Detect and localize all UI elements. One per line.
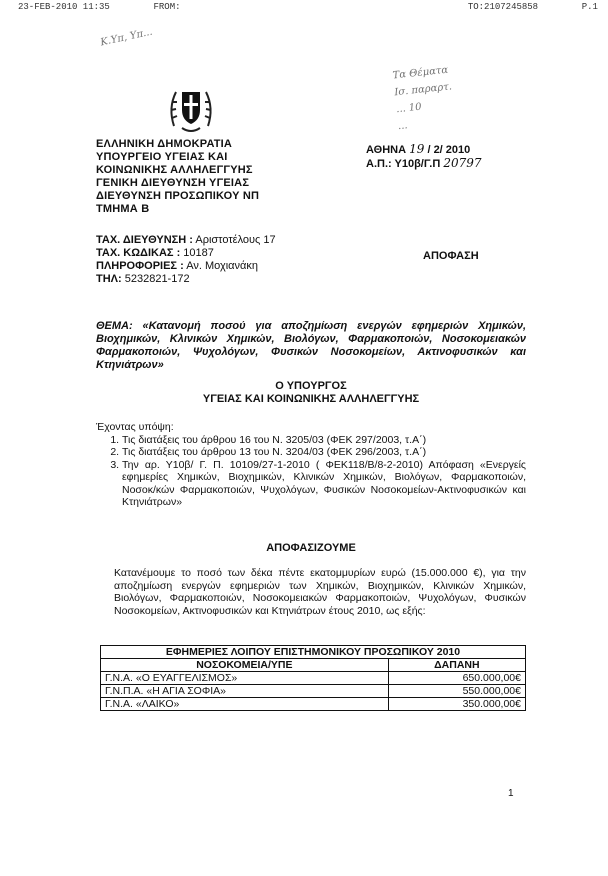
amount-cell: 650.000,00€ — [388, 672, 525, 685]
issuer-line: ΚΟΙΝΩΝΙΚΗΣ ΑΛΛΗΛΕΓΓΥΗΣ — [96, 164, 253, 176]
info-label: ΠΛΗΡΟΦΟΡΙΕΣ : — [96, 260, 184, 272]
issuer-block — [96, 138, 259, 216]
handwritten-protocol-number: 20797 — [443, 156, 482, 170]
date-line — [366, 143, 482, 157]
contact-block — [96, 234, 276, 286]
handwritten-line: ... 10 — [395, 101, 423, 116]
fax-date-time: 23-FEB-2010 11:35 — [18, 2, 110, 12]
allocation-table — [100, 645, 526, 711]
decide-heading: ΑΠΟΦΑΣΙΖΟΥΜΕ — [266, 542, 356, 554]
considering-intro: Έχοντας υπόψη: — [96, 421, 174, 433]
handwritten-date-day: 19 — [409, 142, 425, 156]
column-header-hospital: ΝΟΣΟΚΟΜΕΙΑ/ΥΠΕ — [101, 659, 389, 672]
fax-header — [18, 2, 598, 12]
considering-item: 2. Τις διατάξεις του άρθρου 13 του Ν. 3204/03 (ΦΕΚ 296/2003, τ.Α΄) — [122, 446, 526, 459]
minister-line: ΥΓΕΙΑΣ ΚΑΙ ΚΟΙΝΩΝΙΚΗΣ ΑΛΛΗΛΕΓΓΥΗΣ — [202, 393, 420, 405]
considering-section — [96, 421, 526, 509]
column-header-expense: ΔΑΠΑΝΗ — [388, 659, 525, 672]
address-value: Αριστοτέλους 17 — [195, 234, 276, 246]
table-header-row — [101, 659, 526, 672]
hospital-cell: Γ.Ν.Π.Α. «Η ΑΓΙΑ ΣΟΦΙΑ» — [101, 685, 389, 698]
coat-of-arms-icon — [164, 82, 218, 136]
table-title: ΕΦΗΜΕΡΙΕΣ ΛΟΙΠΟΥ ΕΠΙΣΤΗΜΟΝΙΚΟΥ ΠΡΟΣΩΠΙΚΟΥ 2010 — [101, 646, 526, 659]
issuer-line: ΥΠΟΥΡΓΕΙΟ ΥΓΕΙΑΣ ΚΑΙ — [96, 151, 228, 163]
table-row — [101, 698, 526, 711]
hospital-cell: Γ.Ν.Α. «Ο ΕΥΑΓΓΕΛΙΣΜΟΣ» — [101, 672, 389, 685]
fax-to: TO:2107245858 — [467, 2, 539, 12]
allocation-paragraph: Κατανέμουμε το ποσό των δέκα πέντε εκατομμυρίων ευρώ (15.000.000 €), για την αποζημίωση ενεργών εφημεριών των Χημικών, Βιοχημικών, Κλινικών Χημικών, Βιολόγων, Φαρμακοποιών, Νοσοκομειακών Φαρμακοποιών, Ψυχολόγων, Φυσικών Νοσοκομείων, Ακτινοφυσικών και Κτηνιάτρων έτους 2010, ως εξής: — [114, 567, 526, 617]
protocol-line — [366, 157, 482, 171]
issuer-line: ΔΙΕΥΘΥΝΣΗ ΠΡΟΣΩΠΙΚΟΥ ΝΠ — [96, 190, 260, 202]
minister-heading — [96, 380, 526, 406]
amount-cell: 350.000,00€ — [388, 698, 525, 711]
date-protocol-block — [366, 143, 482, 171]
phone-value: 5232821-172 — [124, 273, 190, 285]
issuer-line: ΤΜΗΜΑ Β — [96, 203, 150, 215]
table-title-row — [101, 646, 526, 659]
handwritten-note-top-left: Κ.Υπ, Υπ... — [99, 26, 154, 49]
hospital-cell: Γ.Ν.Α. «ΛΑΙΚΟ» — [101, 698, 389, 711]
issuer-line: ΓΕΝΙΚΗ ΔΙΕΥΘΥΝΣΗ ΥΓΕΙΑΣ — [96, 177, 250, 189]
fax-from-label: FROM: — [153, 2, 181, 12]
table-row — [101, 672, 526, 685]
considering-item: 1. Τις διατάξεις του άρθρου 16 του Ν. 3205/03 (ΦΕΚ 297/2003, τ.Α΄) — [122, 434, 526, 447]
considering-list — [96, 434, 526, 509]
issuer-line: ΕΛΛΗΝΙΚΗ ΔΗΜΟΚΡΑΤΙΑ — [96, 138, 233, 150]
date-place: ΑΘΗΝΑ — [366, 144, 407, 156]
address-label: ΤΑΧ. ΔΙΕΥΘΥΝΣΗ : — [96, 234, 193, 246]
protocol-prefix: Α.Π.: Υ10β/Γ.Π — [366, 158, 441, 170]
fax-page: P.1 — [581, 2, 598, 12]
decision-label: ΑΠΟΦΑΣΗ — [423, 250, 479, 262]
postcode-value: 10187 — [183, 247, 214, 259]
minister-line: Ο ΥΠΟΥΡΓΟΣ — [275, 380, 347, 392]
page-number: 1 — [508, 788, 514, 799]
table-row — [101, 685, 526, 698]
amount-cell: 550.000,00€ — [388, 685, 525, 698]
handwritten-line: Ισ. παραρτ. — [393, 81, 453, 99]
date-rest: / 2/ 2010 — [427, 144, 471, 156]
handwritten-line: Τα Θέματα — [392, 64, 449, 82]
considering-item: 3. Την αρ. Υ10β/ Γ. Π. 10109/27-1-2010 ( ΦΕΚ118/Β/8-2-2010) Απόφαση «Ενεργείς εφημερίες Χημικών, Βιοχημικών, Κλινικών Χημικών, Βιολόγων, Φαρμακοποιών, Νοσοκ/κών Φαρμακοποιών, Ψυχολόγων, Φυσικών Νοσοκομείων-Ακτινοφυσικών και Κτηνιάτρων» — [122, 459, 526, 509]
handwritten-note-top-right — [392, 53, 538, 135]
subject-paragraph: ΘΕΜΑ: «Κατανομή ποσού για αποζημίωση ενεργών εφημεριών Χημικών, Βιοχημικών, Κλινικών Χημικών, Βιολόγων, Φαρμακοποιών, Νοσοκομειακών Φαρμακοποιών, Ψυχολόγων, Φυσικών Νοσοκομείων, Ακτινοφυσικών και Κτηνιάτρων» — [96, 320, 526, 371]
postcode-label: ΤΑΧ. ΚΩΔΙΚΑΣ : — [96, 247, 181, 259]
phone-label: ΤΗΛ: — [96, 273, 122, 285]
info-value: Αν. Μοχιανάκη — [186, 260, 259, 272]
handwritten-line: ... — [397, 120, 409, 133]
